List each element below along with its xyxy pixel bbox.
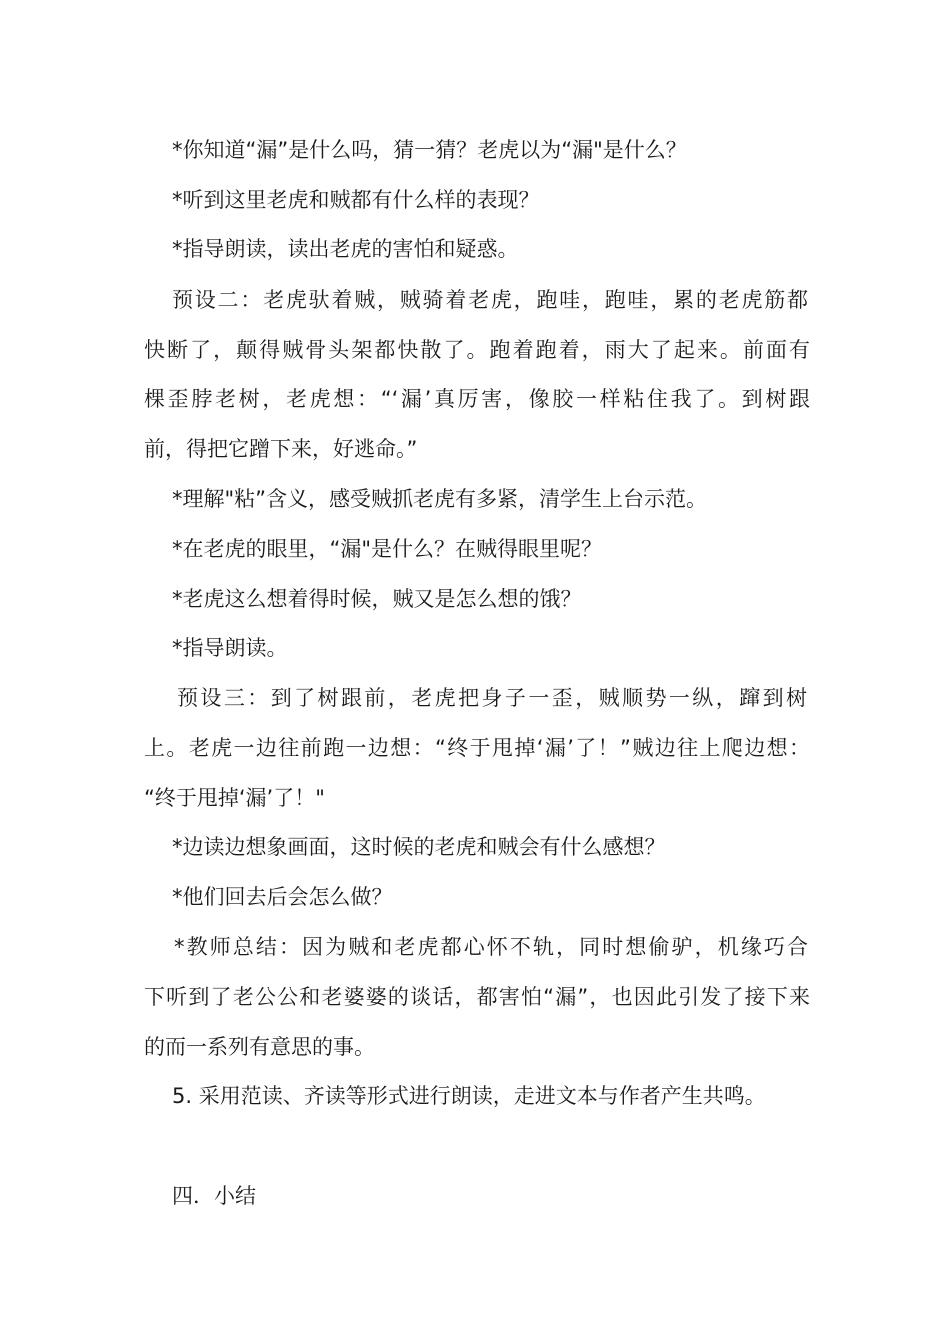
text-line-4: 预设二：老虎驮着贼，贼骑着老虎，跑哇，跑哇，累的老虎筋都: [172, 288, 808, 312]
text-line-6: 棵歪脖老树，老虎想：“‘漏’真厉害，像胶一样粘住我了。到树跟: [144, 387, 810, 411]
text-line-8: *理解"粘”含义，感受贼抓老虎有多紧，清学生上台示范。: [172, 487, 708, 511]
text-line-19: 的而一系列有意思的事。: [144, 1035, 375, 1059]
text-line-14: “终于甩掉‘漏’了！": [144, 786, 325, 810]
text-line-9: *在老虎的眼里，“漏"是什么？在贼得眼里呢？: [172, 537, 603, 561]
text-line-13: 上。老虎一边往前跑一边想：“终于甩掉‘漏’了！”贼边往上爬边想：: [144, 736, 810, 760]
text-line-16: *他们回去后会怎么做？: [172, 885, 393, 909]
text-line-1: *你知道“漏”是什么吗，猜一猜？老虎以为“漏"是什么？: [172, 138, 687, 162]
text-line-7: 前，得把它蹭下来，好逃命。”: [144, 437, 418, 461]
text-line-20: 5. 采用范读、齐读等形式进行朗读，走进文本与作者产生共鸣。: [172, 1084, 766, 1108]
text-line-12: 预设三：到了树跟前，老虎把身子一歪，贼顺势一纵，蹿到树: [177, 686, 807, 710]
text-line-2: *听到这里老虎和贼都有什么样的表现？: [172, 188, 540, 212]
section-heading-summary: 四．小结: [172, 1184, 256, 1208]
text-line-15: *边读边想象画面，这时候的老虎和贼会有什么感想？: [172, 835, 666, 859]
text-line-18: 下听到了老公公和老婆婆的谈话，都害怕“漏”，也因此引发了接下来: [144, 985, 810, 1009]
text-line-11: *指导朗读。: [172, 636, 288, 660]
text-line-3: *指导朗读，读出老虎的害怕和疑惑。: [172, 237, 519, 261]
text-line-10: *老虎这么想着得时候，贼又是怎么想的饿？: [172, 587, 582, 611]
text-line-5: 快断了，颠得贼骨头架都快散了。跑着跑着，雨大了起来。前面有: [144, 338, 810, 362]
text-line-17: *教师总结：因为贼和老虎都心怀不轨，同时想偷驴，机缘巧合: [174, 935, 808, 959]
